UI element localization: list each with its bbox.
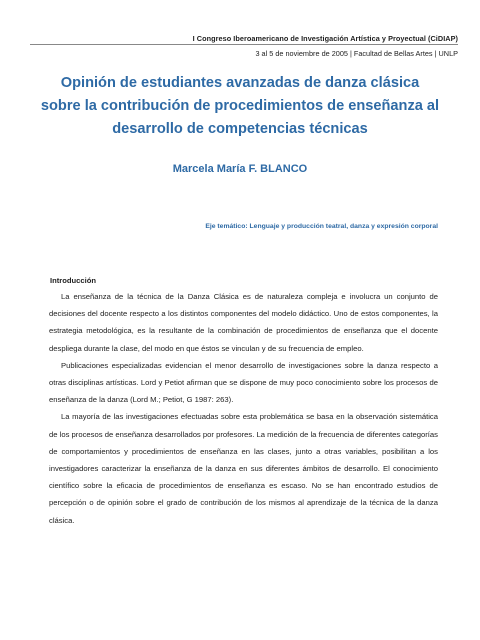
body-text xyxy=(49,288,438,529)
paragraph: La mayoría de las investigaciones efectuadas sobre esta problemática se basa en la observación sistemática de los procesos de enseñanza desarrollados por profesores. La medición de la frecuencia de diferentes categorías de comportamientos y procedimientos de enseñanza en las clases, junto a otras variables, posibilitan a los investigadores caracterizar la enseñanza de la danza en sus diferentes ámbitos de desarrollo. El conocimiento científico sobre la eficacia de procedimientos de enseñanza es escaso. No se han encontrado estudios de percepción o de opinión sobre el grado de contribución de los mismos al aprendizaje de la técnica de la danza clásica. xyxy=(49,412,438,525)
thematic-axis: Eje temático: Lenguaje y producción teatral, danza y expresión corporal xyxy=(205,223,438,230)
paragraph: La enseñanza de la técnica de la Danza Clásica es de naturaleza compleja e involucra un conjunto de decisiones del docente respecto a los distintos componentes del modelo didáctico. Uno de estos componentes, la estrategia metodológica, es la resultante de la combinación de procedimientos de enseñanza que el docente despliega durante la clase, del modo en que éstos se vinculan y de su frecuencia de empleo. xyxy=(49,292,438,353)
conference-date-venue: 3 al 5 de noviembre de 2005 | Facultad de Bellas Artes | UNLP xyxy=(255,49,458,58)
running-header xyxy=(0,34,458,58)
header-rule xyxy=(30,44,458,45)
paper-title: Opinión de estudiantes avanzadas de danza clásica sobre la contribución de procedimientos de enseñanza al desarrollo de competencias técnicas xyxy=(40,75,440,137)
paper-author: Marcela María F. BLANCO xyxy=(172,163,308,175)
conference-name: I Congreso Iberoamericano de Investigación Artística y Proyectual (CiDIAP) xyxy=(192,34,458,43)
paragraph: Publicaciones especializadas evidencian el menor desarrollo de investigaciones sobre la danza respecto a otras disciplinas artísticas. Lord y Petiot afirman que se dispone de muy poco conocimiento sobre los procesos de enseñanza de la danza (Lord M.; Petiot, G 1987: 263). xyxy=(49,360,438,405)
section-heading: Introducción xyxy=(50,276,96,285)
